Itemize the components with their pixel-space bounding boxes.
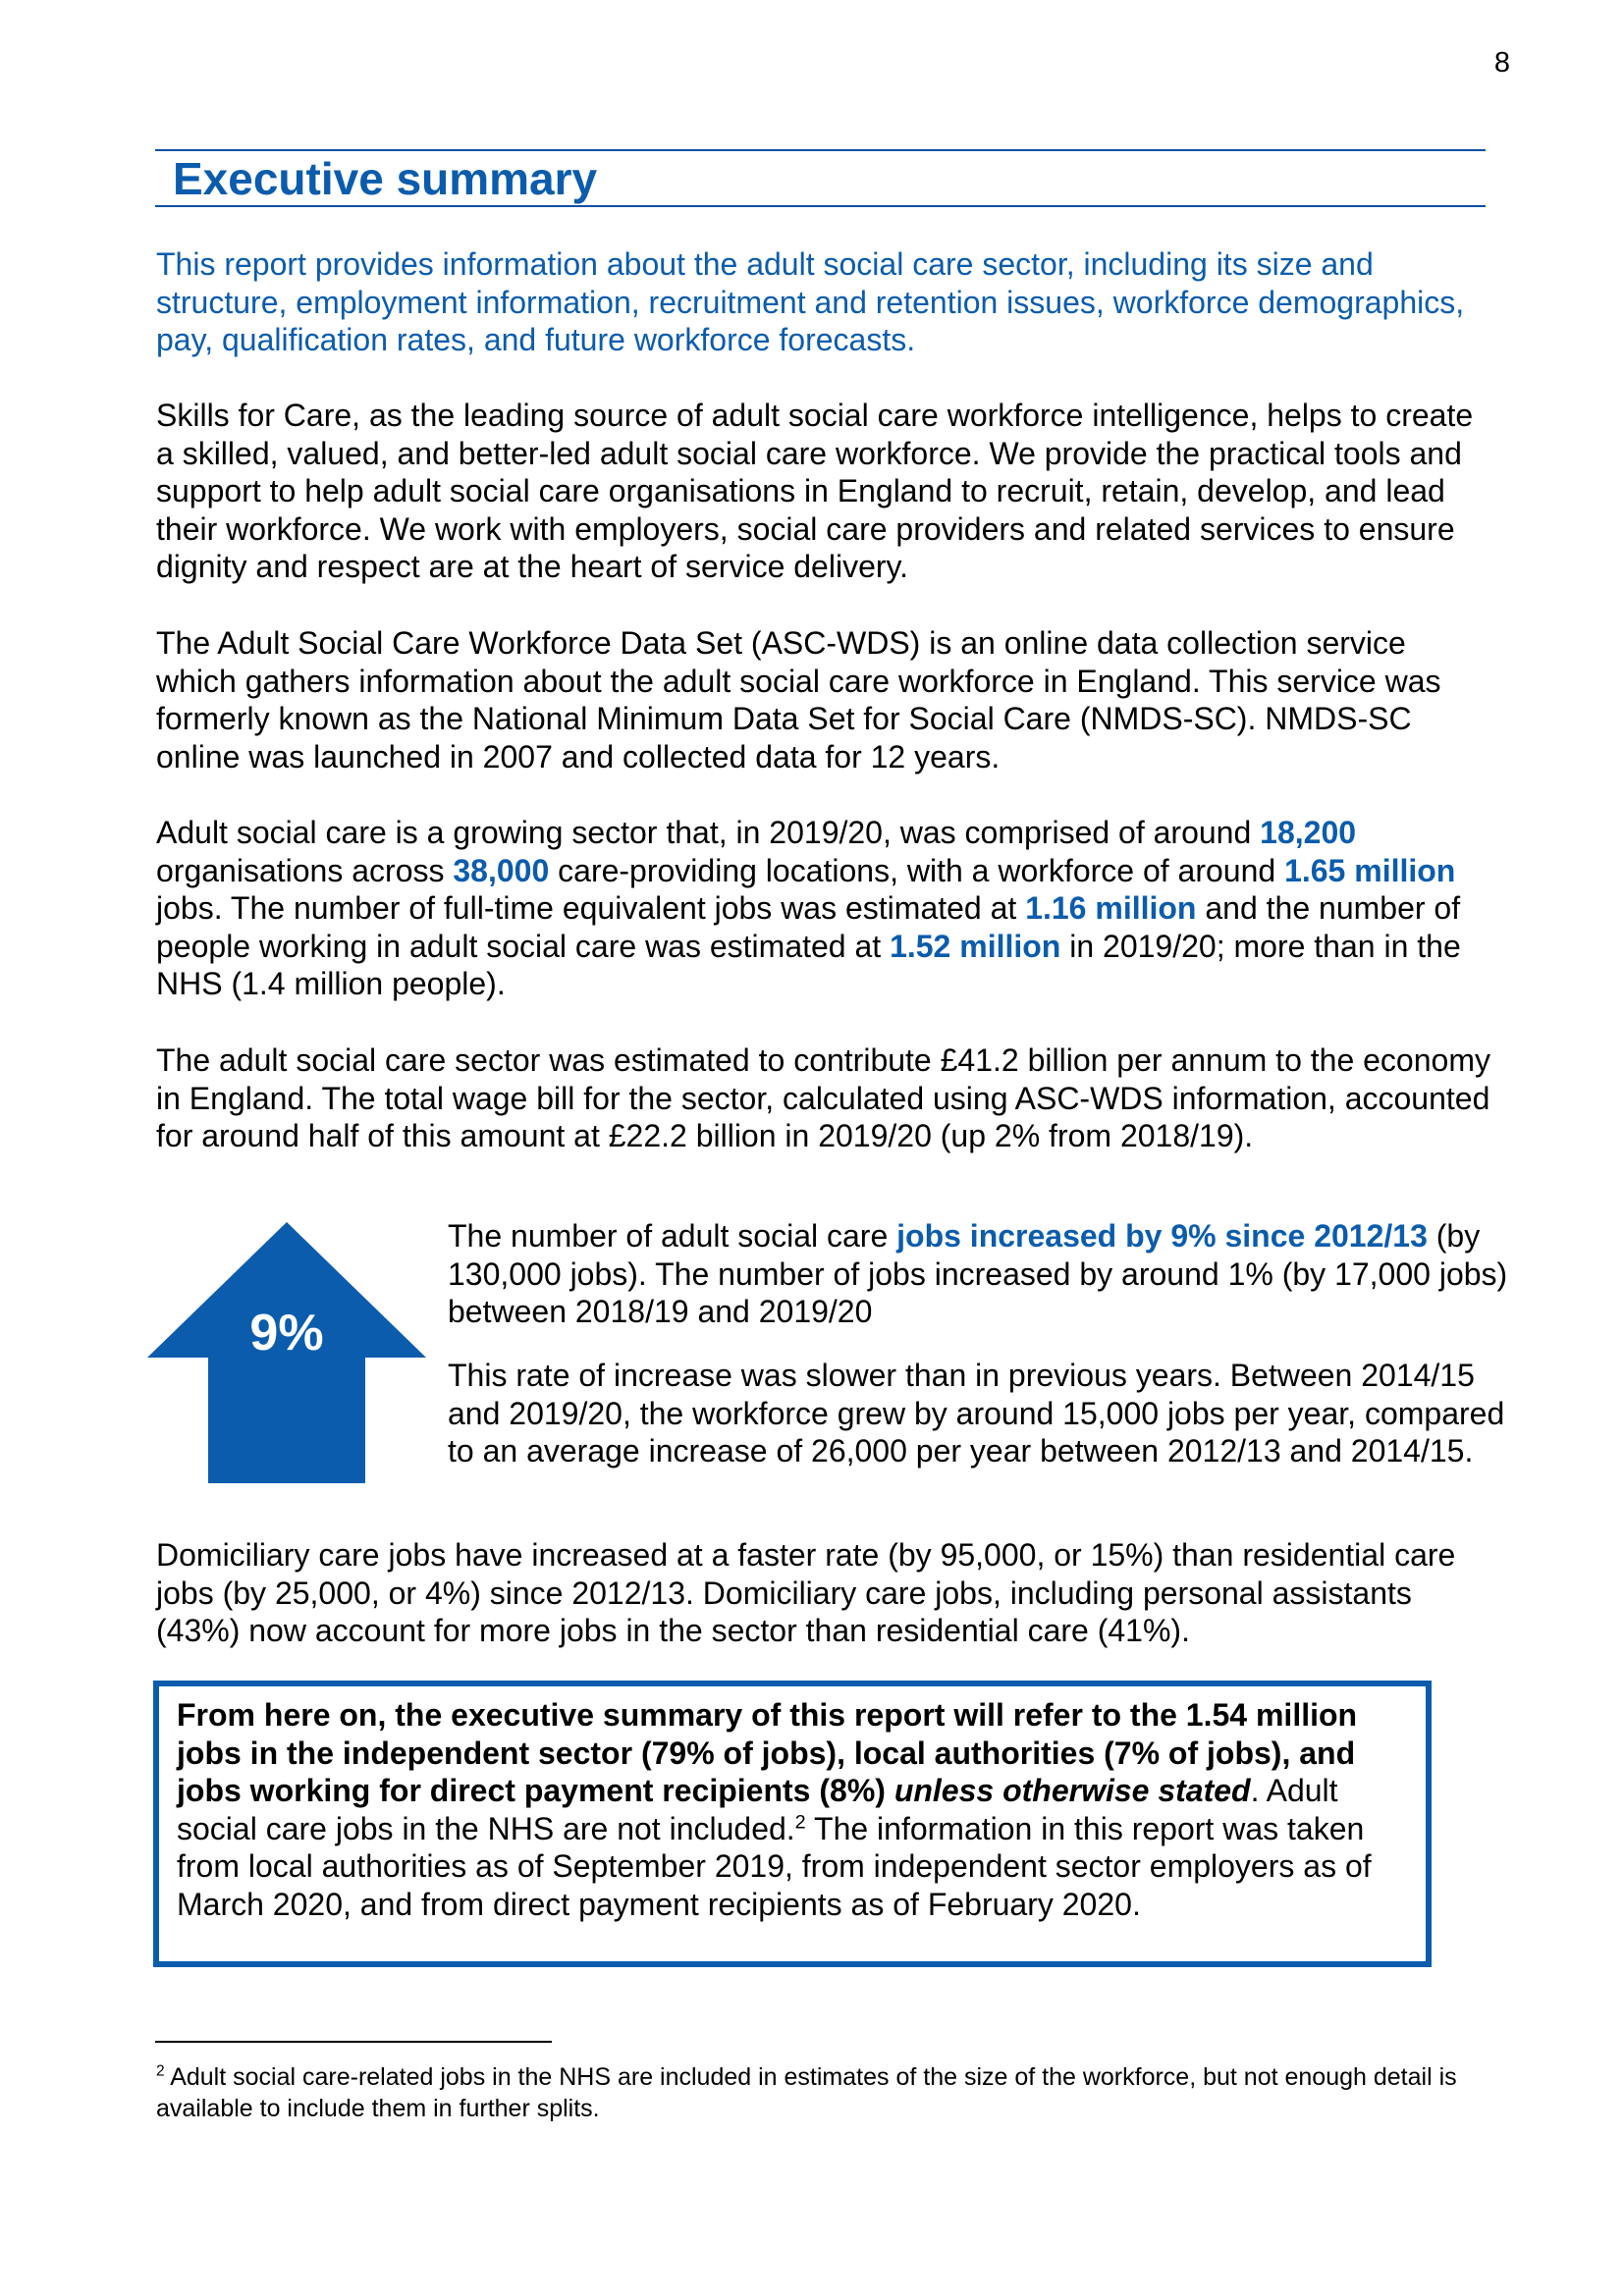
footnote-rule [155,2041,552,2043]
jobs-count: 1.65 million [1284,852,1456,888]
jobs-growth-highlight: jobs increased by 9% since 2012/13 [896,1218,1428,1254]
section-title: Executive summary [173,153,598,204]
callout-text-part: The information in this report was taken from local authorities as of September 2019, from independent sector employers as of March 2020, and from direct payment recipients as of February 2020. [177,1810,1372,1922]
sector-size-text: jobs. The number of full-time equivalent jobs was estimated at [156,890,1026,927]
footnote-marker: 2 [156,2062,165,2080]
sector-size-paragraph [156,814,1491,1003]
intro-paragraph: This report provides information about the adult social care sector, including its size and structure, employment information, recruitment and retention issues, workforce demographics, pay, qualification rates, and future workforce forecasts. [156,246,1465,358]
jobs-growth-text: The number of adult social care [448,1218,897,1254]
arrow-percentage-label: 9% [249,1305,324,1362]
locations-count: 38,000 [453,852,550,888]
callout-bold-italic-text: unless otherwise stated [893,1773,1251,1809]
people-count: 1.52 million [890,928,1061,964]
callout-bold-text: From here on, the executive summary of this report will refer to the 1.54 million jobs in the independent sector (79% of jobs), local authorities (7% of jobs), and jobs working for direct payment recipients (8%) [177,1697,1358,1809]
asc-wds-paragraph: The Adult Social Care Workforce Data Set (ASC-WDS) is an online data collection service which gathers information about the adult social care workforce in England. This service was formerly known as the National Minimum Data Set for Social Care (NMDS-SC). NMDS-SC online was launched in 2007 and collected data for 12 years. [156,625,1441,774]
title-rule-top [155,149,1486,151]
organisations-count: 18,200 [1260,815,1357,850]
footnote [156,2061,1491,2124]
domiciliary-paragraph: Domiciliary care jobs have increased at a faster rate (by 95,000, or 15%) than residential care jobs (by 25,000, or 4%) since 2012/13. Domiciliary care jobs, including personal assistants (43%) now account for more jobs in the sector than residential care (41%). [156,1537,1456,1649]
skills-for-care-paragraph: Skills for Care, as the leading source of adult social care workforce intelligence, helps to create a skilled, valued, and better-led adult social care workforce. We provide the practical tools and support to help adult social care organisations in England to recruit, retain, develop, and lead their workforce. We work with employers, social care providers and related services to ensure dignity and respect are at the heart of service delivery. [156,398,1474,585]
jobs-growth-text: (by 130,000 jobs). The number of jobs increased by around 1% (by 17,000 jobs) between 2018/19 and 2019/20 [448,1218,1508,1330]
rate-paragraph: This rate of increase was slower than in previous years. Between 2014/15 and 2019/20, the workforce grew by around 15,000 jobs per year, compared to an average increase of 26,000 per year between 2012/13 and 2014/15. [448,1358,1505,1469]
sector-size-text: in 2019/20; more than in the NHS (1.4 million people). [156,928,1461,1002]
jobs-growth-paragraph [448,1217,1508,1331]
title-rule-bottom [155,205,1486,207]
page-number: 8 [1493,47,1510,79]
callout-text-part: . Adult social care jobs in the NHS are not included. [177,1773,1338,1846]
fte-jobs-count: 1.16 million [1025,890,1197,927]
sector-size-text: Adult social care is a growing sector that, in 2019/20, was comprised of around [156,815,1261,850]
sector-size-text: care-providing locations, with a workforce of around [549,852,1285,888]
sector-size-text: organisations across [156,852,454,888]
footnote-reference[interactable]: 2 [794,1811,806,1834]
sector-size-text: and the number of people working in adult social care was estimated at [156,890,1461,964]
callout-text [177,1696,1416,1924]
economy-paragraph: The adult social care sector was estimated to contribute £41.2 billion per annum to the economy in England. The total wage bill for the sector, calculated using ASC-WDS information, accounted for around half of this amount at £22.2 billion in 2019/20 (up 2% from 2018/19). [156,1042,1490,1154]
footnote-text: Adult social care-related jobs in the NHS are included in estimates of the size of the workforce, but not enough detail is available to include them in further splits. [156,2063,1457,2122]
